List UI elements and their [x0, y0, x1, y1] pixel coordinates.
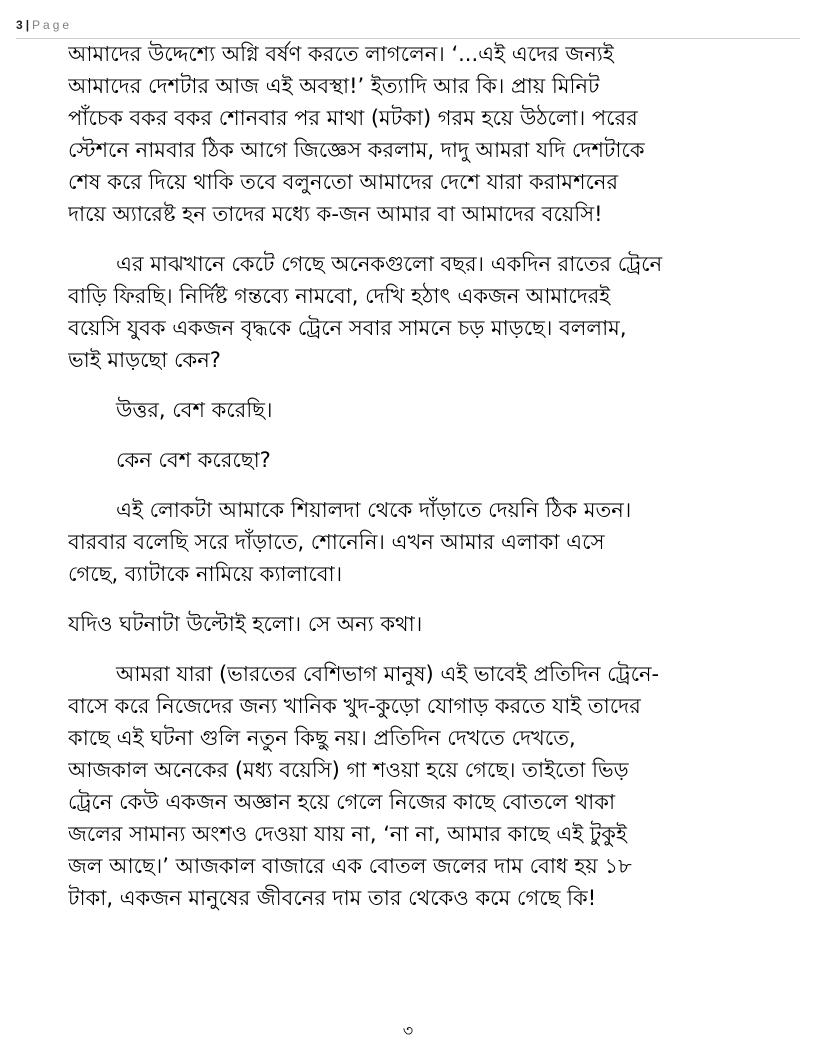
text-line: কেন বেশ করেছো?: [116, 448, 271, 472]
text-line: ট্রেনে কেউ একজন অজ্ঞান হয়ে গেলে নিজের কাছে বোতলে থাকা: [68, 790, 616, 814]
text-line: বাড়ি ফিরছি। নির্দিষ্ট গন্তব্যে নামবো, দেখি হঠাৎ একজন আমাদেরই: [68, 284, 611, 308]
header-page-label: Page: [32, 18, 73, 32]
text-line: শেষ করে দিয়ে থাকি তবে বলুনতো আমাদের দেশে যারা করামশনের: [68, 170, 619, 194]
text-line: উত্তর, বেশ করেছি।: [116, 398, 273, 422]
page-header: [16, 18, 800, 39]
text-line: এই লোকটা আমাকে শিয়ালদা থেকে দাঁড়াতে দেয়নি ঠিক মতন।: [116, 498, 632, 522]
text-line: আমাদের দেশটার আজ এই অবস্থা!’ ইত্যাদি আর কি। প্রায় মিনিট: [68, 74, 600, 98]
text-line: ভাই মাড়ছো কেন?: [68, 348, 221, 372]
text-line: দায়ে অ্যারেষ্ট হন তাদের মধ্যে ক-জন আমার বা আমাদের বয়েসি!: [68, 202, 603, 226]
text-line: আমরা যারা (ভারতের বেশিভাগ মানুষ) এই ভাবেই প্রতিদিন ট্রেনে-: [116, 662, 660, 686]
footer-page-number: ৩: [402, 1021, 414, 1040]
text-line: বারবার বলেছি সরে দাঁড়াতে, শোনেনি। এখন আমার এলাকা এসে: [68, 530, 605, 554]
text-line: বয়েসি যুবক একজন বৃদ্ধকে ট্রেনে সবার সামনে চড় মাড়ছে। বললাম,: [68, 316, 627, 340]
text-line: টাকা, একজন মানুষের জীবনের দাম তার থেকেও কমে গেছে কি!: [68, 886, 597, 910]
text-line: গেছে, ব্যাটাকে নামিয়ে ক্যালাবো।: [68, 562, 343, 586]
text-line: কাছে এই ঘটনা গুলি নতুন কিছু নয়। প্রতিদিন দেখতে দেখতে,: [68, 726, 576, 750]
header-separator: |: [25, 18, 30, 32]
text-line: জলের সামান্য অংশও দেওয়া যায় না, ‘না না, আমার কাছে এই টুকুই: [68, 822, 627, 846]
body-text: [68, 38, 748, 914]
text-line: আজকাল অনেকের (মধ্য বয়েসি) গা শওয়া হয়ে গেছে। তাইতো ভিড়: [68, 758, 629, 782]
text-line: এর মাঝখানে কেটে গেছে অনেকগুলো বছর। একদিন রাতের ট্রেনে: [116, 252, 663, 276]
text-line: বাসে করে নিজেদের জন্য খানিক খুদ-কুড়ো যোগাড় করতে যাই তাদের: [68, 694, 641, 718]
header-page-number: 3: [16, 18, 23, 32]
text-line: যদিও ঘটনাটা উল্টোই হলো। সে অন্য কথা।: [68, 612, 423, 636]
text-line: পাঁচেক বকর বকর শোনবার পর মাথা (মটকা) গরম হয়ে উঠলো। পরের: [68, 106, 638, 130]
text-line: আমাদের উদ্দেশ্যে অগ্নি বর্ষণ করতে লাগলেন। ‘...এই এদের জন্যই: [68, 42, 614, 66]
text-line: জল আছে।’ আজকাল বাজারে এক বোতল জলের দাম বোধ হয় ১৮: [68, 854, 632, 878]
text-line: স্টেশনে নামবার ঠিক আগে জিজ্ঞেস করলাম, দাদু আমরা যদি দেশটাকে: [68, 138, 645, 162]
